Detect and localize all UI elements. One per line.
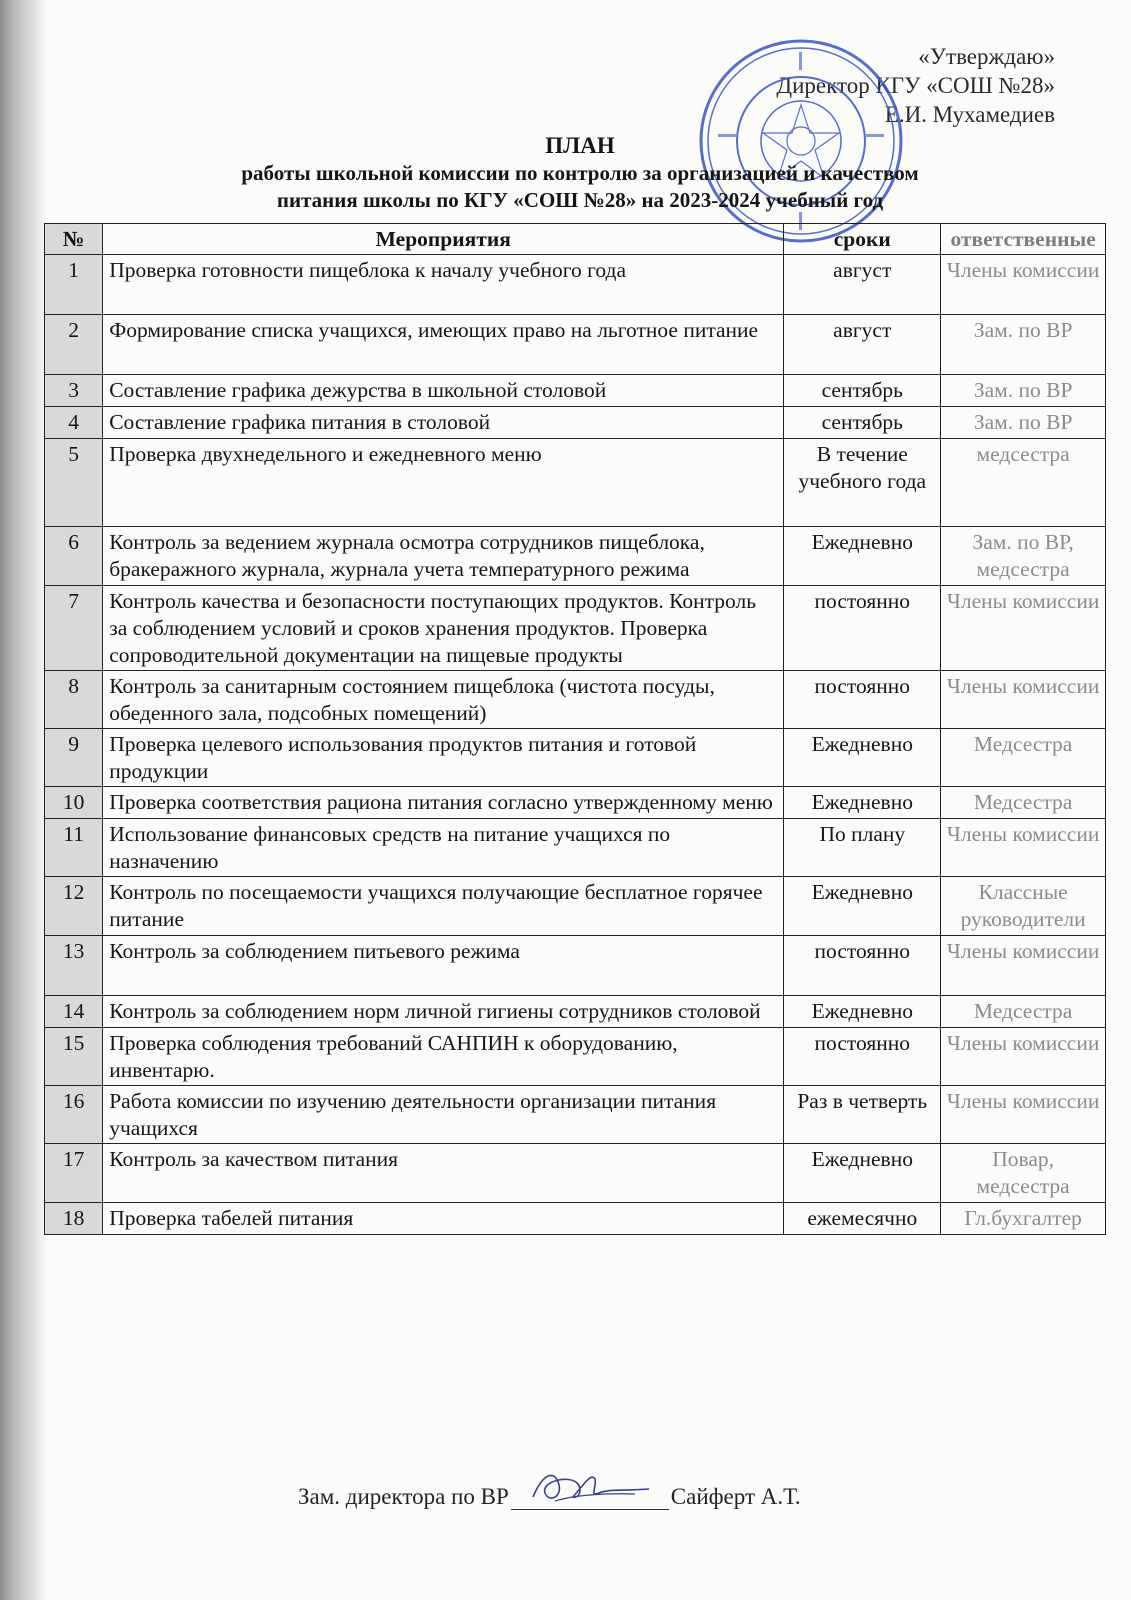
table-row xyxy=(45,819,1106,877)
plan-table xyxy=(44,223,1106,1235)
title-heading: ПЛАН xyxy=(545,133,615,158)
signer-name: Сайферт А.Т. xyxy=(670,1484,801,1509)
row-term: По плану xyxy=(784,819,941,877)
table-row xyxy=(45,1086,1106,1144)
row-activity: Проверка соответствия рациона питания согласно утвержденному меню xyxy=(103,787,784,819)
header-responsible: ответственные xyxy=(941,224,1106,255)
row-responsible: Члены комиссии xyxy=(941,936,1106,996)
row-responsible: Зам. по ВР xyxy=(941,375,1106,407)
approval-line-1: «Утверждаю» xyxy=(918,44,1055,69)
table-row xyxy=(45,375,1106,407)
row-responsible: Зам. по ВР xyxy=(941,407,1106,439)
table-row xyxy=(45,527,1106,586)
table-row xyxy=(45,877,1106,936)
row-term: август xyxy=(784,315,941,375)
title-line-2: питания школы по КГУ «СОШ №28» на 2023-2024 учебный год xyxy=(276,188,884,212)
row-activity: Использование финансовых средств на питание учащихся по назначению xyxy=(103,819,784,877)
row-num: 3 xyxy=(45,375,103,407)
row-term: Ежедневно xyxy=(784,729,941,787)
row-responsible: Гл.бухгалтер xyxy=(941,1203,1106,1235)
table-row xyxy=(45,936,1106,996)
row-term: Ежедневно xyxy=(784,787,941,819)
row-responsible: Медсестра xyxy=(941,996,1106,1028)
row-responsible: Зам. по ВР, медсестра xyxy=(941,527,1106,586)
table-row xyxy=(45,1028,1106,1086)
row-num: 11 xyxy=(45,819,103,877)
row-activity: Проверка соблюдения требований САНПИН к оборудованию, инвентарю. xyxy=(103,1028,784,1086)
row-responsible: Члены комиссии xyxy=(941,586,1106,671)
approval-line-3: Е.И. Мухамедиев xyxy=(884,102,1055,127)
row-term: август xyxy=(784,255,941,315)
row-term: постоянно xyxy=(784,671,941,729)
signature-block xyxy=(298,1484,801,1510)
table-header-row xyxy=(45,224,1106,255)
table-row xyxy=(45,787,1106,819)
table-row xyxy=(45,671,1106,729)
row-term: постоянно xyxy=(784,586,941,671)
row-responsible: Члены комиссии xyxy=(941,1028,1106,1086)
table-row xyxy=(45,1144,1106,1203)
row-num: 1 xyxy=(45,255,103,315)
scan-edge-shadow xyxy=(0,0,46,1600)
header-num: № xyxy=(45,224,103,255)
row-activity: Контроль за качеством питания xyxy=(103,1144,784,1203)
row-term: Ежедневно xyxy=(784,877,941,936)
row-responsible: Классные руководители xyxy=(941,877,1106,936)
table-row xyxy=(45,407,1106,439)
row-activity: Составление графика дежурства в школьной столовой xyxy=(103,375,784,407)
row-num: 5 xyxy=(45,439,103,527)
row-responsible: медсестра xyxy=(941,439,1106,527)
signature-line xyxy=(511,1485,669,1510)
row-num: 7 xyxy=(45,586,103,671)
row-num: 6 xyxy=(45,527,103,586)
row-responsible: Медсестра xyxy=(941,787,1106,819)
row-num: 16 xyxy=(45,1086,103,1144)
approval-line-2: Директор КГУ «СОШ №28» xyxy=(776,73,1055,98)
row-responsible: Зам. по ВР xyxy=(941,315,1106,375)
table-row xyxy=(45,255,1106,315)
row-num: 12 xyxy=(45,877,103,936)
row-num: 9 xyxy=(45,729,103,787)
row-activity: Проверка готовности пищеблока к началу учебного года xyxy=(103,255,784,315)
table-row xyxy=(45,996,1106,1028)
row-term: постоянно xyxy=(784,1028,941,1086)
header-term: сроки xyxy=(784,224,941,255)
row-activity: Контроль за соблюдением питьевого режима xyxy=(103,936,784,996)
row-responsible: Члены комиссии xyxy=(941,255,1106,315)
table-row xyxy=(45,1203,1106,1235)
row-responsible: Члены комиссии xyxy=(941,671,1106,729)
row-term: Ежедневно xyxy=(784,527,941,586)
row-activity: Контроль по посещаемости учащихся получающие бесплатное горячее питание xyxy=(103,877,784,936)
handwritten-signature xyxy=(525,1463,655,1509)
row-num: 14 xyxy=(45,996,103,1028)
row-activity: Формирование списка учащихся, имеющих право на льготное питание xyxy=(103,315,784,375)
table-row xyxy=(45,315,1106,375)
row-activity: Проверка двухнедельного и ежедневного меню xyxy=(103,439,784,527)
row-num: 15 xyxy=(45,1028,103,1086)
row-term: ежемесячно xyxy=(784,1203,941,1235)
row-activity: Работа комиссии по изучению деятельности организации питания учащихся xyxy=(103,1086,784,1144)
row-term: сентябрь xyxy=(784,407,941,439)
row-activity: Проверка табелей питания xyxy=(103,1203,784,1235)
row-responsible: Члены комиссии xyxy=(941,1086,1106,1144)
row-activity: Контроль за ведением журнала осмотра сотрудников пищеблока, бракеражного журнала, журнала учета температурного режима xyxy=(103,527,784,586)
header-activity: Мероприятия xyxy=(103,224,784,255)
row-num: 10 xyxy=(45,787,103,819)
row-num: 4 xyxy=(45,407,103,439)
row-num: 2 xyxy=(45,315,103,375)
row-activity: Проверка целевого использования продуктов питания и готовой продукции xyxy=(103,729,784,787)
row-activity: Контроль за санитарным состоянием пищеблока (чистота посуды, обеденного зала, подсобных помещений) xyxy=(103,671,784,729)
table-row xyxy=(45,586,1106,671)
row-responsible: Члены комиссии xyxy=(941,819,1106,877)
row-num: 8 xyxy=(45,671,103,729)
row-activity: Контроль за соблюдением норм личной гигиены сотрудников столовой xyxy=(103,996,784,1028)
row-term: Ежедневно xyxy=(784,996,941,1028)
document-title xyxy=(100,132,1060,214)
row-responsible: Повар, медсестра xyxy=(941,1144,1106,1203)
row-num: 18 xyxy=(45,1203,103,1235)
row-term: Ежедневно xyxy=(784,1144,941,1203)
title-line-1: работы школьной комиссии по контролю за организацией и качеством xyxy=(241,161,919,185)
row-num: 13 xyxy=(45,936,103,996)
row-term: сентябрь xyxy=(784,375,941,407)
row-num: 17 xyxy=(45,1144,103,1203)
row-term: Раз в четверть xyxy=(784,1086,941,1144)
row-term: В течение учебного года xyxy=(784,439,941,527)
row-term: постоянно xyxy=(784,936,941,996)
signer-position: Зам. директора по ВР xyxy=(298,1484,509,1509)
table-row xyxy=(45,439,1106,527)
row-responsible: Медсестра xyxy=(941,729,1106,787)
row-activity: Составление графика питания в столовой xyxy=(103,407,784,439)
row-activity: Контроль качества и безопасности поступающих продуктов. Контроль за соблюдением условий и сроков хранения продуктов. Проверка сопроводительной документации на пищевые продукты xyxy=(103,586,784,671)
table-row xyxy=(45,729,1106,787)
